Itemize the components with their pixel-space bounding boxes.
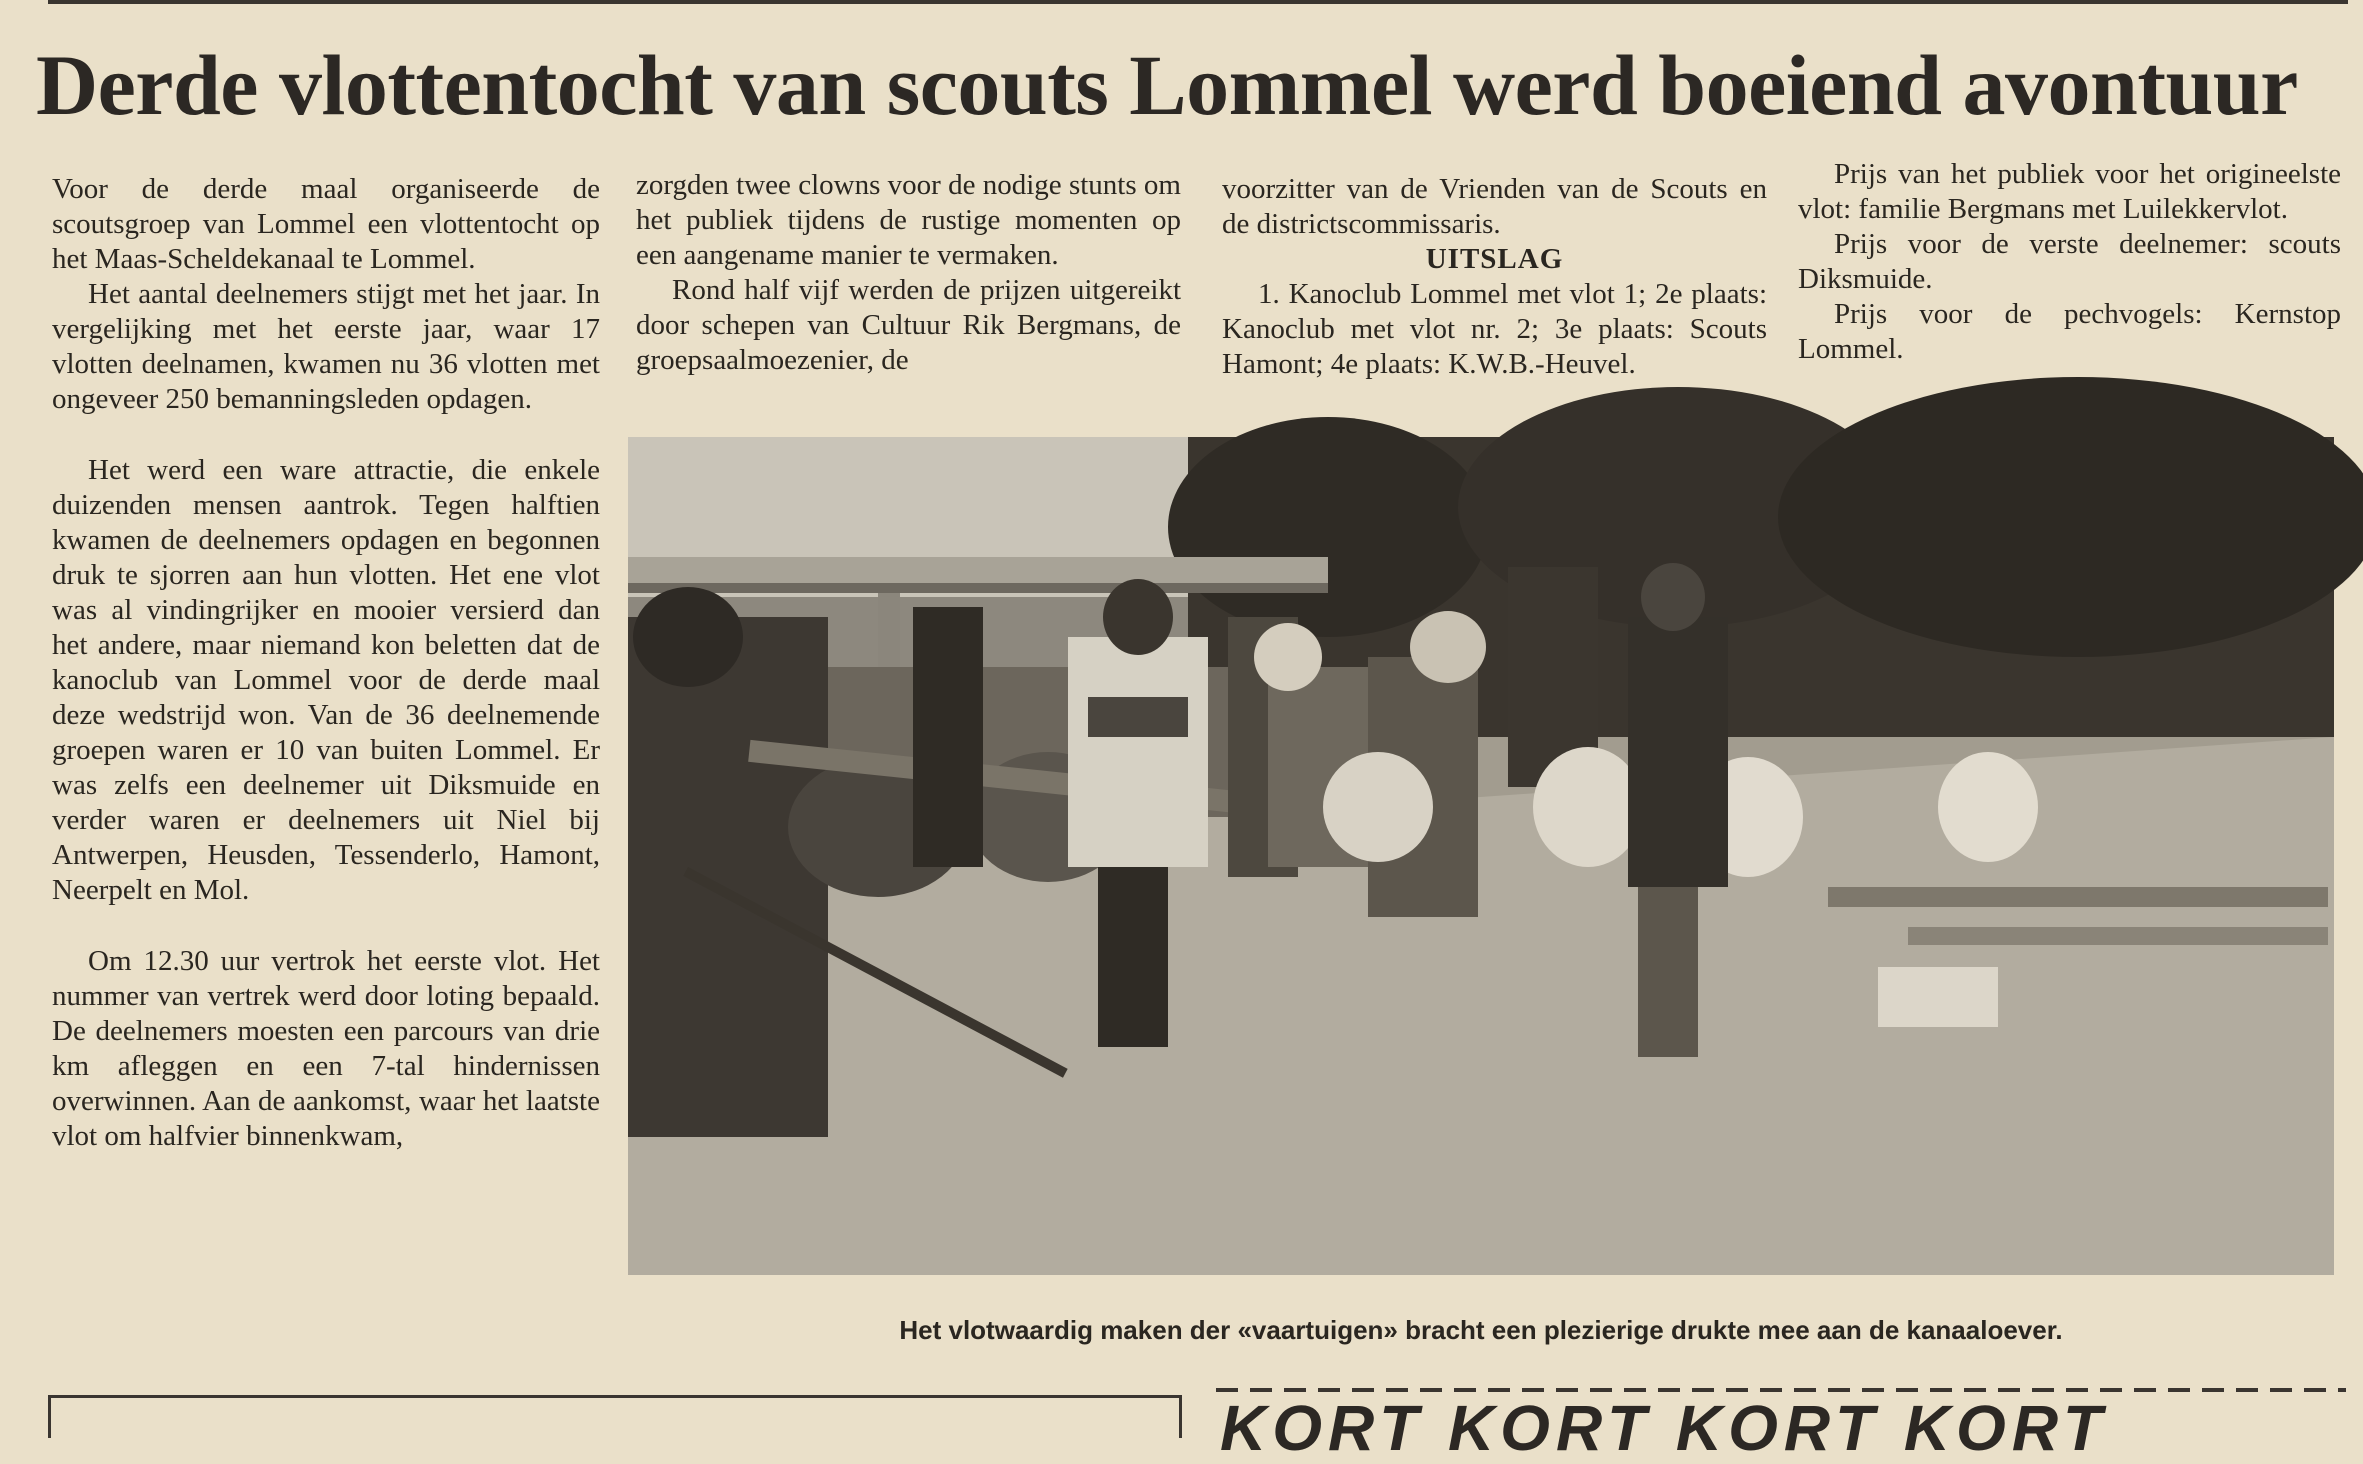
paragraph: Het aantal deelnemers stijgt met het jaar. In vergelijking met het eerste jaar, waar 17 vlotten deelnamen, kwamen nu 36 vlotten met ongeveer 250 bemanningsleden opdagen. (52, 278, 600, 415)
article-headline: Derde vlottentocht van scouts Lommel werd boeiend avontuur (36, 37, 2298, 133)
paragraph: Rond half vijf werden de prijzen uitgereikt door schepen van Cultuur Rik Bergmans, de groepsaalmoezenier, de (636, 274, 1181, 376)
top-rule (48, 0, 2348, 4)
paragraph: Prijs voor de verste deelnemer: scouts Diksmuide. (1798, 228, 2341, 295)
kort-banner-text: KORT KORT KORT KORT (1220, 1392, 2108, 1464)
paragraph: Voor de derde maal organiseerde de scoutsgroep van Lommel een vlottentocht op het Maas-Scheldekanaal te Lommel. (52, 173, 600, 275)
photo-caption: Het vlotwaardig maken der «vaartuigen» bracht een plezierige drukte mee aan de kanaaloever. (899, 1315, 2063, 1345)
kort-banner (1216, 1388, 2346, 1464)
paragraph: Prijs van het publiek voor het origineelste vlot: familie Bergmans met Luilekkervlot. (1798, 158, 2341, 225)
paragraph: zorgden twee clowns voor de nodige stunts om het publiek tijdens de rustige momenten op een aangename manier te vermaken. (636, 169, 1181, 271)
article-column-1 (52, 172, 600, 1154)
results-heading: UITSLAG (1425, 243, 1564, 275)
paragraph: Om 12.30 uur vertrok het eerste vlot. Het nummer van vertrek werd door loting bepaald. De deelnemers moesten een parcours van drie km afleggen en een 7-tal hindernissen overwinnen. Aan de aankomst, waar het laatste vlot om halfvier binnenkwam, (52, 945, 600, 1152)
paragraph: Prijs voor de pechvogels: Kernstop Lommel. (1798, 298, 2341, 365)
paragraph: voorzitter van de Vrienden van de Scouts en de districtscommissaris. (1222, 173, 1767, 240)
paragraph: 1. Kanoclub Lommel met vlot 1; 2e plaats: Kanoclub met vlot nr. 2; 3e plaats: Scouts Hamont; 4e plaats: K.W.B.-Heuvel. (1222, 278, 1767, 380)
news-photo (628, 437, 2334, 1275)
bottom-frame (48, 1395, 1182, 1438)
paragraph: Het werd een ware attractie, die enkele duizenden mensen aantrok. Tegen halftien kwamen de deelnemers opdagen en begonnen druk te sjorren aan hun vlotten. Het ene vlot was al vindingrijker en mooier versierd dan het andere, maar niemand kon beletten dat de kanoclub van Lommel voor de derde maal deze wedstrijd won. Van de 36 deelnemende groepen waren er 10 van buiten Lommel. Er was zelfs een deelnemer uit Diksmuide en verder waren er deelnemers uit Niel bij Antwerpen, Heusden, Tessenderlo, Hamont, Neerpelt en Mol. (52, 454, 600, 906)
article-column-2 (636, 168, 1181, 378)
article-column-4 (1798, 157, 2341, 367)
article-column-3 (1222, 172, 1767, 382)
